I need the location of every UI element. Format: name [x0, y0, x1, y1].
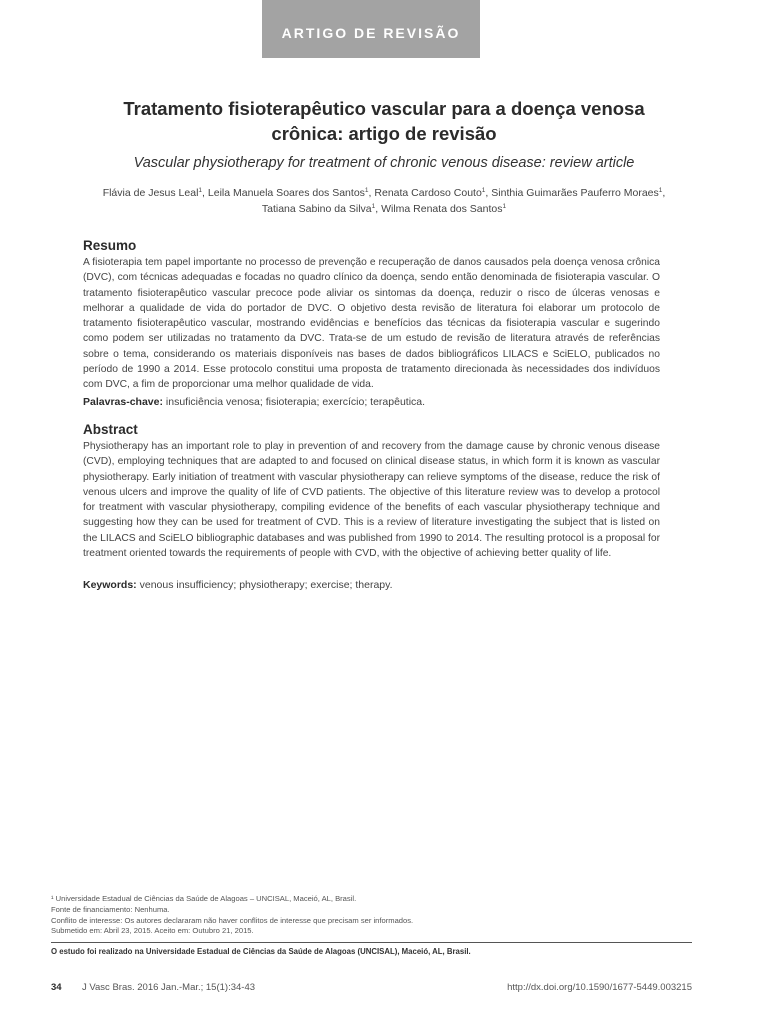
footnotes	[51, 894, 711, 937]
footnote-dates: Submetido em: Abril 23, 2015. Aceito em: Outubro 21, 2015.	[51, 926, 254, 936]
journal-citation: J Vasc Bras. 2016 Jan.-Mar.; 15(1):34-43	[82, 982, 256, 993]
author: Leila Manuela Soares dos Santos$^1$	[207, 187, 369, 199]
doi-link[interactable]: http://dx.doi.org/10.1590/1677-5449.003215	[507, 982, 692, 993]
footnote-funding: Fonte de financiamento: Nenhuma.	[51, 904, 170, 914]
author: Wilma Renata dos Santos$^1$	[381, 203, 507, 215]
author: Sinthia Guimarães Pauferro Moraes$^1$	[491, 187, 663, 199]
section-banner: ARTIGO DE REVISÃO	[262, 0, 480, 58]
abstract-keywords	[83, 579, 660, 591]
article-subtitle: Vascular physiotherapy for treatment of chronic venous disease: review article	[133, 155, 635, 171]
keywords-label: Keywords:	[83, 579, 137, 591]
article-title: Tratamento fisioterapêutico vascular para a doença venosa crônica: artigo de revisão	[123, 98, 645, 144]
author: Flávia de Jesus Leal$^1$	[102, 187, 203, 199]
study-note: O estudo foi realizado na Universidade Estadual de Ciências da Saúde de Alagoas (UNCISAL), Maceió, AL, Brasil.	[51, 947, 471, 956]
footnote-conflict: Conflito de interesse: Os autores declararam não haver conflitos de interesse que precisam ser informados.	[51, 915, 414, 925]
resumo-keywords	[83, 396, 660, 408]
author-list: Flávia de Jesus Leal$^1$, Leila Manuela Soares dos Santos$^1$, Renata Cardoso Couto$^1$, Sinthia Guimarães Pauferro Moraes$^1$, Tatiana Sabino da Silva$^1$, Wilma Renata dos Santos$^1$	[102, 187, 666, 215]
author: Renata Cardoso Couto$^1$	[374, 187, 486, 199]
resumo-heading: Resumo	[83, 238, 137, 253]
keywords-value: insuficiência venosa; fisioterapia; exercício; terapêutica.	[165, 396, 426, 408]
abstract-text: Physiotherapy has an important role to play in prevention of and recovery from the damage cause by chronic venous disease (CVD), employing techniques that are adapted to and focused on clinical disease status, in which form it is known as vascular physiotherapy. Early initiation of treatment with vascular physiotherapy can relieve symptoms of the disease, reduce the risk of venous ulcers and improve the quality of life of CVD patients. The objective of this literature review was to develop a protocol for treatment with vascular physiotherapy, compiling evidence of the benefits of each vascular physiotherapy technique and suggesting how they can be used for treatment of CVD. This is a review of literature investigating the subject that is listed on the LILACS and SciELO bibliographic databases and was published from 1990 to 2014. The resulting protocol is a proposal for treatment oriented towards the requirements of people with CVD, with the objective of achieving better quality of life.	[83, 441, 660, 560]
page-number: 34	[51, 982, 62, 993]
resumo-text: A fisioterapia tem papel importante no processo de prevenção e recuperação de danos causados pela doença venosa crônica (DVC), com técnicas adequadas e focadas no quadro clínico da doença, sendo então denominada de fisioterapia vascular. O tratamento fisioterapêutico vascular precoce pode aliviar os sintomas da doença, reduzir o risco de úlceras venosas e melhorar a qualidade de vida do portador de DVC. O objetivo desta revisão de literatura foi elaborar um protocolo de tratamento fisioterapêutico vascular, mostrando evidências e benefícios das técnicas da fisioterapia vascular e sugerindo como podem ser utilizadas no tratamento da DVC. Trata-se de um estudo de revisão de literatura através de referências sobre o tema, considerando os materiais disponíveis nas bases de dados bibliográficos LILACS e SciELO, publicados no período de 1990 a 2014. Esse protocolo constitui uma proposta de tratamento direcionada às necessidades dos indivíduos com DVC, a fim de proporcionar uma melhor qualidade de vida.	[83, 257, 660, 391]
author: Tatiana Sabino da Silva$^1$	[261, 203, 376, 215]
keywords-label: Palavras-chave:	[83, 396, 163, 408]
abstract-heading: Abstract	[83, 422, 138, 437]
keywords-value: venous insufficiency; physiotherapy; exercise; therapy.	[139, 579, 393, 591]
footer-divider	[51, 942, 692, 943]
footnote-affiliation: ¹ Universidade Estadual de Ciências da Saúde de Alagoas – UNCISAL, Maceió, AL, Brasil.	[51, 894, 357, 903]
